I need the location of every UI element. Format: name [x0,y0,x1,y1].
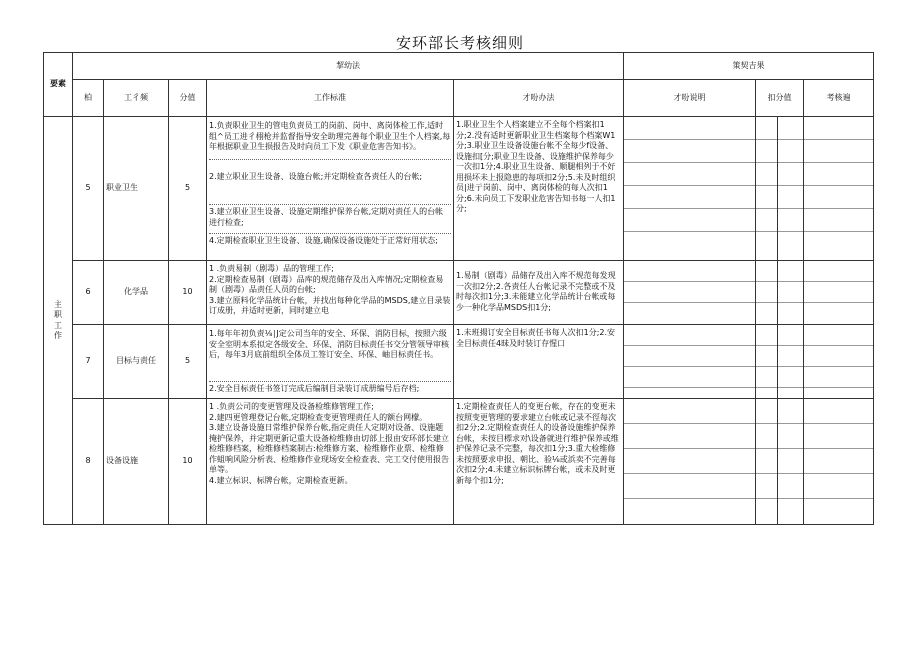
header-row-2 [44,80,874,117]
row-method: 1.未班揚订安全目标责任书每人次扣1分;2.安全目标责任4昧及时装订存惺口 [454,325,624,399]
table-row [44,261,874,325]
row-explain [624,261,756,325]
row-explain [624,399,756,525]
category-cell [44,117,73,525]
row-result [804,261,874,325]
standard-item: 4.定期检查职业卫生设备、设施,确保设备设施处于正常好用状态; [209,236,438,245]
standard-item: 2.安全目标责任书签订完成后编制目录装订成册编号后存档; [209,384,420,393]
standard-item: 1.负责职业卫生的管电负责员工的岗前、岗中、离岗体检工作,适时组^员工进彳栩枪并监督指导安全助理完善每个职业卫生个人档案,每年根据职业卫生损报告及时向员工下发《职业危害告知书》。 [209,120,451,160]
row-deduct-a [756,117,778,261]
assessment-table [43,52,874,525]
row-method: 1.职业卫生个人档案建立不全每个档案扣1分;2.没有适时更新职业卫生档案每个档案W1分;3.职业卫生设备设施台帐不全每少f设备、设施扣[分;职业卫生设备、设施维护保养每少一次扣1分;4.职业卫生设备、顺腿相列于不好用损坏未上报隐患的每项扣2分;5.未及时组织员|进亍岗前、岗中、离岗体检的每人次扣1分;6.未向员工下发职业危害告知书每一人扣1分; [454,117,624,261]
standard-item: 1.每年年初负责⅛∣J定公司当年的安全、环保、消防目标，按照六级安全室明本系拟定各级安全、环保、消防目标责任书交分管领导审核后，每年3月底前组织全体员工签订安全、环保、岫目标责任书。 [209,328,451,382]
header-method: 才吩办法 [454,80,624,117]
row-no: 8 [73,399,104,525]
row-score: 10 [169,399,207,525]
standard-item: 3.建立职业卫生设备、设施定期维护保养台帐,定期对责任人的台帐进行检查; [209,205,451,234]
header-result: 考核遍 [804,80,874,117]
row-standard: 1 .负责易制（剧毒）品的管理工作; 2.定期检查易制（剧毒）品库的规范储存及出入库情况;定期检查易制（剧毒）品责任人员的台帐; 3.建立原料化学品统计台帐，并找出每种化学品的MSDS,建立目录装订成册，并适时更新，同时建立电 [207,261,454,325]
row-deduct-b [778,117,804,261]
table-row [44,325,874,399]
header-explain: 才吩说明 [624,80,756,117]
header-group-left: 挈幼法 [73,53,624,80]
header-item: 工彳频 [104,80,169,117]
row-method: 1.易制（剧毒）品储存及出入库不规范每发现一次扣2分;2.各责任人台帐记录不完整或不及时每次扣1分;3.未能建立化学品统计台帐或每少一种化学品MSDS扣1分; [454,261,624,325]
row-item: 设备设施 [104,399,169,525]
row-deduct-a [756,399,778,525]
row-item: 目标与责任 [104,325,169,399]
row-score: 5 [169,325,207,399]
row-item: 职业卫生 [104,117,169,261]
row-deduct-b [778,325,804,399]
row-deduct-b [778,399,804,525]
table-row [44,117,874,261]
row-no: 5 [73,117,104,261]
row-score: 5 [169,117,207,261]
header-score: 分值 [169,80,207,117]
row-deduct-a [756,325,778,399]
header-group-right: 策契吉果 [624,53,874,80]
category-label: 主职工作 [54,299,62,340]
page-title: 安环部长考核细则 [395,34,524,52]
row-result [804,399,874,525]
standard-item: 2.建立职业卫生设备、设施台帐;并定期检查各责任人的台帐; [209,160,451,205]
row-item: 化学品 [104,261,169,325]
row-explain [624,117,756,261]
header-yaosu: 要素 [44,53,73,117]
header-no: 柏 [73,80,104,117]
row-explain [624,325,756,399]
table-row [44,399,874,525]
row-standard [207,117,454,261]
row-result [804,117,874,261]
row-deduct-a [756,261,778,325]
row-standard: 1 .负责公司的变更管理及设备检维修管理工作; 2.建四更管理登记台帐,定期检查变更管理责任人的额台网檬。 3.建立设备设施日常维护保养台帐,指定责任人定期对设备、设施题掩护保养，并定期更新记重大设备检维修由切部上报由安环部长建立检维修档案，检维修档案制古:检维修方案、检维修作业票、检维修作蛆响风险分析表、检维修作业现场安全检查表、完工交付使用报告单等。 4.建立标识、标牌台帐，定期检查更新。 [207,399,454,525]
row-deduct-b [778,261,804,325]
row-no: 7 [73,325,104,399]
header-row-1 [44,53,874,80]
row-standard [207,325,454,399]
row-no: 6 [73,261,104,325]
header-standard: 工作标准 [207,80,454,117]
row-method: 1.定期检查责任人的变更台帐，存在的变更未按照变更管理的要求建立台帐或记录不徑每次扣2分;2.定期检查责任人的设备设施维护保养台帐，未按目標求对\设备就进行维护保养或维护保养记录不完整，每次扣1分;3.重大检维修未按照要求申报、朝比、验⅛或浜卖不完善每次扣2分;4.未建立标识标牌台帐，或未及时更新每个扣1分; [454,399,624,525]
row-result [804,325,874,399]
header-deduct: 扣分值 [756,80,804,117]
row-score: 10 [169,261,207,325]
